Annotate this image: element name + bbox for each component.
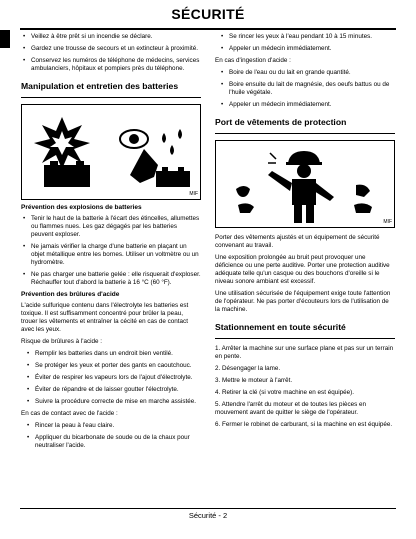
list-item: • Gardez une trousse de secours et un extincteur à proximité. <box>21 45 201 53</box>
list-item: • Appliquer du bicarbonate de soude ou de la chaux pour neutraliser l'acide. <box>25 434 201 450</box>
parking-step: 4. Retirer la clé (si votre machine en est équipée). <box>215 389 354 396</box>
contact-intro: En cas de contact avec de l'acide : <box>21 410 118 417</box>
explosion-heading: Prévention des explosions de batteries <box>21 204 142 211</box>
right-column <box>215 33 395 433</box>
title-rule <box>20 28 396 30</box>
section-rule <box>21 97 201 98</box>
list-item: • Appeler un médecin immédiatement. <box>219 101 395 109</box>
protection-paragraph: Une exposition prolongée au bruit peut provoquer une déficience ou une perte auditive. Porter une protection auditive adéquate telle qu'un casque ou des bouchons d'oreille si le niveau sonore ambiant est excessif. <box>215 254 390 285</box>
protective-equipment-icon <box>216 141 394 227</box>
list-item: • Boire ensuite du lait de magnésie, des oeufs battus ou de l'huile végétale. <box>219 81 395 97</box>
figure-tag: MIF <box>189 191 198 197</box>
page-footer: Sécurité - 2 <box>188 511 228 520</box>
protection-paragraph: Porter des vêtements ajustés et un équipement de sécurité convenant au travail. <box>215 234 380 249</box>
acid-heading: Prévention des brûlures d'acide <box>21 291 120 298</box>
protection-heading: Port de vêtements de protection <box>215 117 347 127</box>
parking-step: 3. Mettre le moteur à l'arrêt. <box>215 377 293 384</box>
risk-intro: Risque de brûlures à l'acide : <box>21 338 103 345</box>
protection-paragraph: Une utilisation sécurisée de l'équipement exige toute l'attention de l'opérateur. Ne pas porter d'écouteurs lors de l'utilisation de la machine. <box>215 290 391 313</box>
list-item: • Boire de l'eau ou du lait en grande quantité. <box>219 69 395 77</box>
list-item: • Veillez à être prêt si un incendie se déclare. <box>21 33 201 41</box>
page-title: SÉCURITÉ <box>171 6 245 22</box>
footer-rule <box>20 508 396 509</box>
parking-step: 1. Arrêter la machine sur une surface plane et pas sur un terrain en pente. <box>215 345 394 360</box>
protective-gear-illustration <box>215 140 395 228</box>
list-item: • Se protéger les yeux et porter des gants en caoutchouc. <box>25 362 201 370</box>
list-item: • Remplir les batteries dans un endroit bien ventilé. <box>25 350 201 358</box>
list-item: • Ne pas charger une batterie gelée : elle risquerait d'exploser. Réchauffer tout d'abord la batterie à 16 °C (60 °F). <box>21 271 201 287</box>
section-rule <box>215 338 395 339</box>
parking-step: 5. Attendre l'arrêt du moteur et de toutes les pièces en mouvement avant de quitter le siège de l'opérateur. <box>215 401 367 416</box>
acid-paragraph: L'acide sulfurique contenu dans l'électrolyte les batteries est toxique. Il est suffisamment concentré pour brûler la peau, trouer les vêtements et entraîner la cécité en cas de contact avec les yeux. <box>21 302 189 333</box>
list-item: • Se rincer les yeux à l'eau pendant 10 à 15 minutes. <box>219 33 395 41</box>
battery-explosion-icon <box>22 105 200 199</box>
ingest-intro: En cas d'ingestion d'acide : <box>215 57 291 64</box>
parking-step: 6. Fermer le robinet de carburant, si la machine en est équipée. <box>215 421 393 428</box>
list-item: • Tenir le haut de la batterie à l'écart des étincelles, allumettes ou flammes nues. Les gaz dégagés par les batteries peuvent exploser. <box>21 215 201 239</box>
battery-warning-illustration <box>21 104 201 200</box>
section-tab-marker <box>0 30 10 48</box>
list-item: • Éviter de répandre et de laisser goutter l'électrolyte. <box>25 386 201 394</box>
parking-step: 2. Désengager la lame. <box>215 365 281 372</box>
list-item: • Suivre la procédure correcte de mise en marche assistée. <box>25 398 201 406</box>
list-item: • Rincer la peau à l'eau claire. <box>25 422 201 430</box>
section-rule <box>215 133 395 134</box>
list-item: • Ne jamais vérifier la charge d'une batterie en plaçant un objet métallique entre les bornes. Utiliser un voltmètre ou un hydromètre. <box>21 243 201 267</box>
figure-tag: MIF <box>383 219 392 225</box>
battery-heading: Manipulation et entretien des batteries <box>21 81 179 91</box>
list-item: • Éviter de respirer les vapeurs lors de l'ajout d'électrolyte. <box>25 374 201 382</box>
list-item: • Appeler un médecin immédiatement. <box>219 45 395 53</box>
parking-heading: Stationnement en toute sécurité <box>215 322 346 332</box>
left-column <box>21 33 201 454</box>
list-item: • Conservez les numéros de téléphone de médecins, services ambulanciers, hôpitaux et pompiers près du téléphone. <box>21 57 201 73</box>
